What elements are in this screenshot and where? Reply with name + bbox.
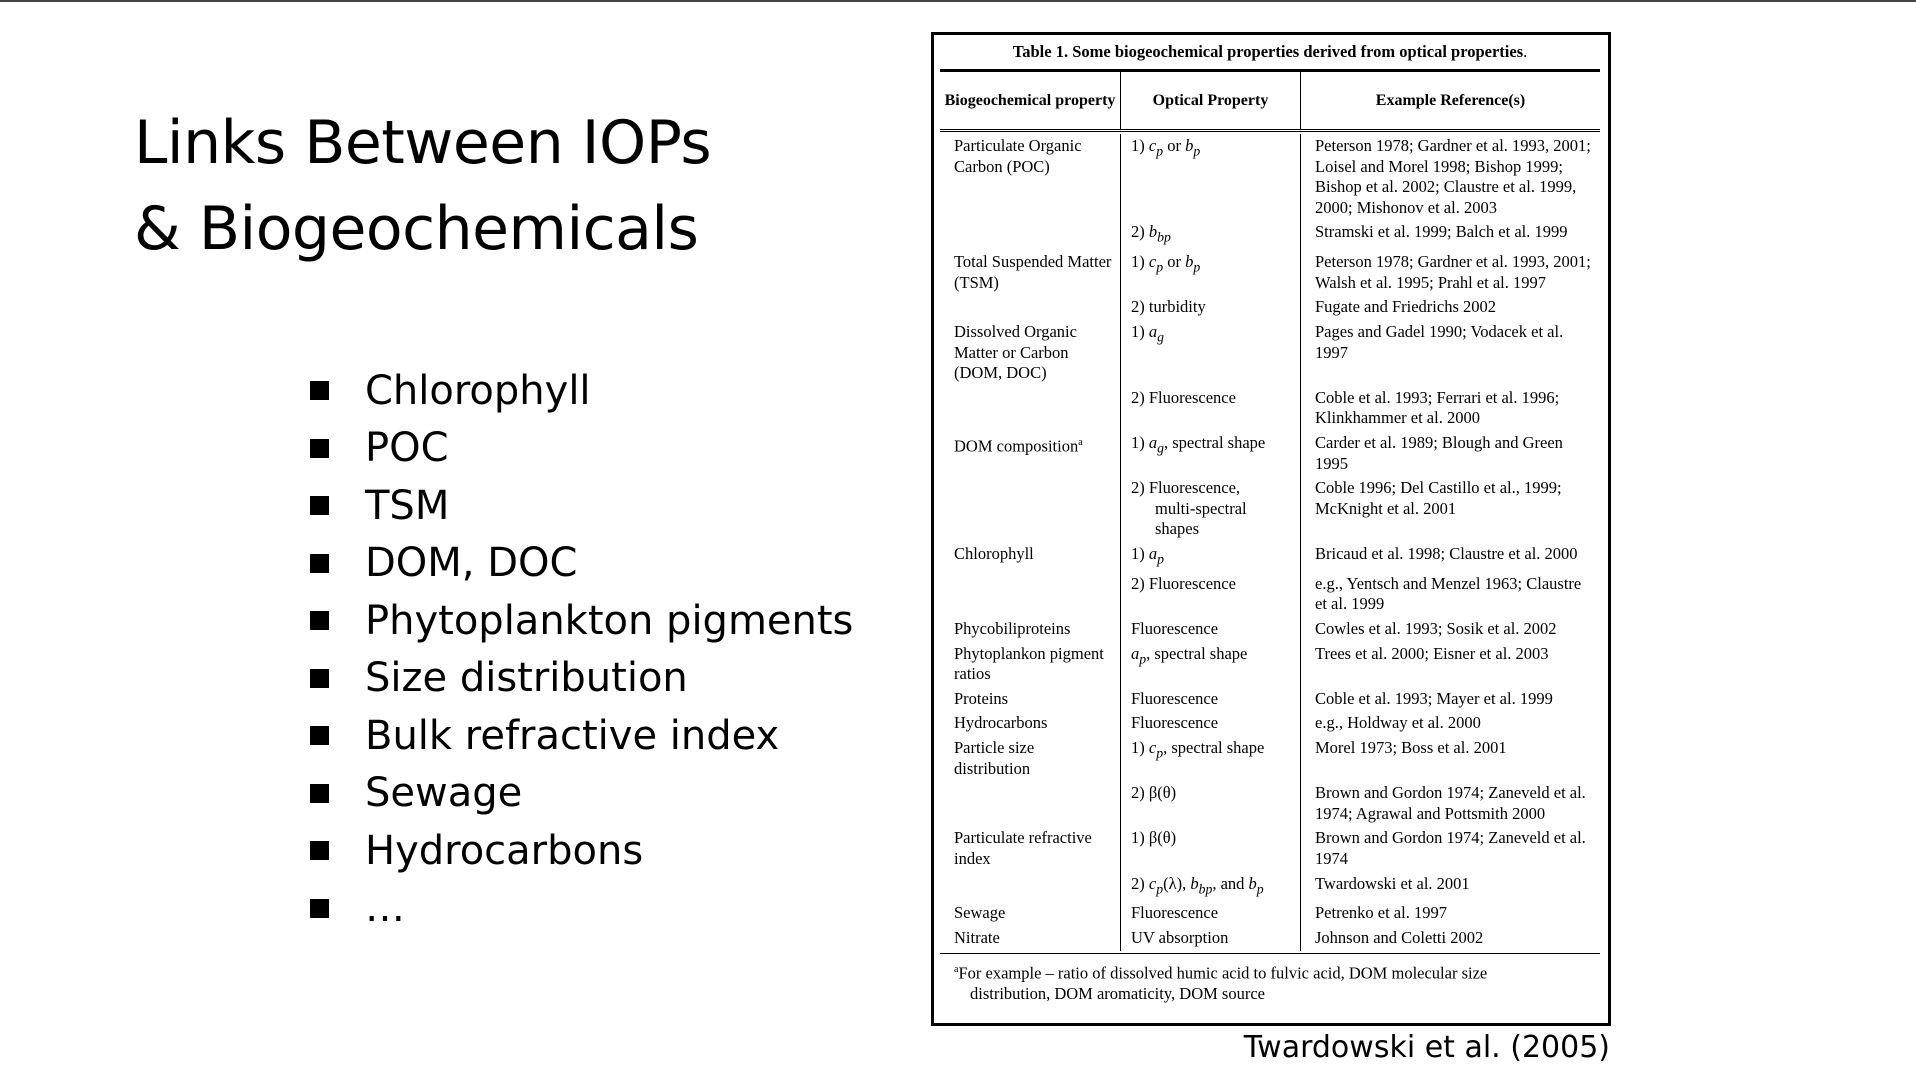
table-cell-refs: Coble et al. 1993; Mayer et al. 1999 xyxy=(1300,687,1600,712)
table-cell-refs: e.g., Holdway et al. 2000 xyxy=(1300,711,1600,736)
table-cell-optical: 2) $c_p(\lambda)$, $b_{bp}$, and $b_p$ xyxy=(1120,872,1300,902)
bullet-text: Bulk refractive index xyxy=(365,712,780,759)
footnote-mark: a xyxy=(954,963,959,975)
table-cell-property xyxy=(940,220,1120,250)
bullet-item xyxy=(310,592,853,650)
bullet-text: … xyxy=(365,885,405,932)
table-cell-optical: $a_p$, spectral shape xyxy=(1120,642,1300,687)
square-bullet-icon xyxy=(310,841,329,860)
table-cell-refs: Bricaud et al. 1998; Claustre et al. 2000 xyxy=(1300,542,1600,572)
table-cell-property: Phycobiliproteins xyxy=(954,619,1071,639)
table-cell-property: Phytoplankon pigment ratios xyxy=(954,643,1104,684)
bullet-item xyxy=(310,420,853,478)
table-cell-refs: Cowles et al. 1993; Sosik et al. 2002 xyxy=(1300,617,1600,642)
bullet-text: Hydrocarbons xyxy=(365,827,644,874)
top-rule xyxy=(0,0,1916,2)
table-cell-refs: Brown and Gordon 1974; Zaneveld et al. 1974 xyxy=(1300,826,1600,871)
square-bullet-icon xyxy=(310,381,329,400)
table-cell-property xyxy=(940,386,1120,431)
table-header-cell: Biogeochemical property xyxy=(944,91,1116,109)
table-cell-refs: e.g., Yentsch and Menzel 1963; Claustre et al. 1999 xyxy=(1300,572,1600,617)
table-cell-property: Particle size distribution xyxy=(954,738,1035,778)
table-cell-optical: 1) $a_g$, spectral shape xyxy=(1120,431,1300,476)
table-cell-optical: Fluorescence xyxy=(1120,687,1300,712)
table-header-cell: Example Reference(s) xyxy=(1300,72,1600,129)
table-cell-property: Particulate refractive index xyxy=(954,828,1092,868)
square-bullet-icon xyxy=(310,611,329,630)
table-cell-refs: Morel 1973; Boss et al. 2001 xyxy=(1300,736,1600,781)
table-cell-property: DOM composition$^a$ xyxy=(954,436,1083,456)
table-cell-property xyxy=(940,295,1120,320)
bullet-text: TSM xyxy=(365,482,450,529)
square-bullet-icon xyxy=(310,669,329,688)
table-body xyxy=(940,134,1600,951)
table-cell-refs: Coble 1996; Del Castillo et al., 1999; McKnight et al. 2001 xyxy=(1300,476,1600,542)
table-cell-property: Nitrate xyxy=(954,928,1000,948)
bullet-list xyxy=(310,362,853,937)
citation: Twardowski et al. (2005) xyxy=(1243,1030,1610,1065)
table-image xyxy=(931,32,1611,1026)
square-bullet-icon xyxy=(310,439,329,458)
square-bullet-icon xyxy=(310,554,329,573)
footnote-line-2: distribution, DOM aromaticity, DOM source xyxy=(970,983,1265,1003)
table-cell-optical: 1) $c_p$ or $b_p$ xyxy=(1120,250,1300,295)
table-cell-refs: Pages and Gadel 1990; Vodacek et al. 1997 xyxy=(1300,320,1600,386)
table-cell-refs: Trees et al. 2000; Eisner et al. 2003 xyxy=(1300,642,1600,687)
table-cell-refs: Fugate and Friedrichs 2002 xyxy=(1300,295,1600,320)
square-bullet-icon xyxy=(310,496,329,515)
table-cell-refs: Petrenko et al. 1997 xyxy=(1300,901,1600,926)
square-bullet-icon xyxy=(310,784,329,803)
table-cell-refs: Johnson and Coletti 2002 xyxy=(1300,926,1600,951)
bullet-item xyxy=(310,362,853,420)
title-line-1: Links Between IOPs xyxy=(134,108,712,178)
table-cell-property: Proteins xyxy=(954,688,1009,708)
table-cell-optical: UV absorption xyxy=(1120,926,1300,951)
table-cell-property: Dissolved Organic Matter or Carbon (DOM, DOC) xyxy=(954,322,1077,383)
bullet-text: POC xyxy=(365,425,449,472)
table-cell-optical: 1) β(θ) xyxy=(1120,826,1300,871)
table-cell-property xyxy=(940,781,1120,826)
bullet-item xyxy=(310,822,853,880)
title-line-2: & Biogeochemicals xyxy=(134,194,699,264)
table-cell-property: Sewage xyxy=(954,903,1006,923)
table-cell-optical: 1) $a_p$ xyxy=(1120,542,1300,572)
table-cell-property: Particulate Organic Carbon (POC) xyxy=(954,136,1082,176)
table-header-cell: Optical Property xyxy=(1120,72,1300,129)
bullet-text: Phytoplankton pigments xyxy=(365,597,854,644)
table-cell-optical: 1) $c_p$, spectral shape xyxy=(1120,736,1300,781)
table-cell-property xyxy=(940,872,1120,902)
table-cell-optical: Fluorescence xyxy=(1120,617,1300,642)
bullet-item xyxy=(310,765,853,823)
footnote-line-1: For example – ratio of dissolved humic acid to fulvic acid, DOM molecular size xyxy=(958,963,1488,983)
table-cell-property: Hydrocarbons xyxy=(954,713,1048,733)
table-cell-optical: Fluorescence xyxy=(1120,901,1300,926)
table-cell-optical: 2) β(θ) xyxy=(1120,781,1300,826)
table-caption-text: Table 1. Some biogeochemical properties derived from optical properties xyxy=(1012,42,1524,61)
bullet-item xyxy=(310,880,853,938)
slide-title xyxy=(134,100,711,272)
table-cell-optical: 1) $c_p$ or $b_p$ xyxy=(1120,134,1300,220)
table-cell-refs: Coble et al. 1993; Ferrari et al. 1996; Klinkhammer et al. 2000 xyxy=(1300,386,1600,431)
table-cell-refs: Carder et al. 1989; Blough and Green 1995 xyxy=(1300,431,1600,476)
bullet-item xyxy=(310,650,853,708)
bullet-item xyxy=(310,707,853,765)
table-cell-optical: 2) Fluorescence, multi-spectral shapes xyxy=(1120,476,1300,542)
table-cell-refs: Peterson 1978; Gardner et al. 1993, 2001; Loisel and Morel 1998; Bishop 1999; Bishop et al. 2002; Claustre et al. 1999, 2000; Mishonov et al. 2003 xyxy=(1300,134,1600,220)
table-cell-property xyxy=(940,572,1120,617)
table-cell-optical: 2) Fluorescence xyxy=(1120,572,1300,617)
bullet-text: Sewage xyxy=(365,770,523,817)
table-footnote xyxy=(940,954,1600,1005)
table-cell-optical: 2) Fluorescence xyxy=(1120,386,1300,431)
bullet-text: DOM, DOC xyxy=(365,540,578,587)
table-caption-tail: . xyxy=(1523,42,1528,61)
table-cell-optical: 2) $b_{bp}$ xyxy=(1120,220,1300,250)
table-caption xyxy=(940,39,1600,69)
table-cell-property xyxy=(940,476,1120,542)
bullet-text: Size distribution xyxy=(365,655,688,702)
square-bullet-icon xyxy=(310,899,329,918)
bullet-item xyxy=(310,535,853,593)
bullet-item xyxy=(310,477,853,535)
table-cell-optical: 2) turbidity xyxy=(1120,295,1300,320)
table-cell-refs: Brown and Gordon 1974; Zaneveld et al. 1974; Agrawal and Pottsmith 2000 xyxy=(1300,781,1600,826)
table-header-row xyxy=(940,72,1600,129)
table-cell-property: Total Suspended Matter (TSM) xyxy=(954,252,1112,292)
bullet-text: Chlorophyll xyxy=(365,367,591,414)
table-cell-property: Chlorophyll xyxy=(954,543,1034,563)
table-cell-optical: Fluorescence xyxy=(1120,711,1300,736)
square-bullet-icon xyxy=(310,726,329,745)
table-cell-refs: Stramski et al. 1999; Balch et al. 1999 xyxy=(1300,220,1600,250)
table-cell-optical: 1) $a_g$ xyxy=(1120,320,1300,386)
table-cell-refs: Twardowski et al. 2001 xyxy=(1300,872,1600,902)
table-cell-refs: Peterson 1978; Gardner et al. 1993, 2001; Walsh et al. 1995; Prahl et al. 1997 xyxy=(1300,250,1600,295)
